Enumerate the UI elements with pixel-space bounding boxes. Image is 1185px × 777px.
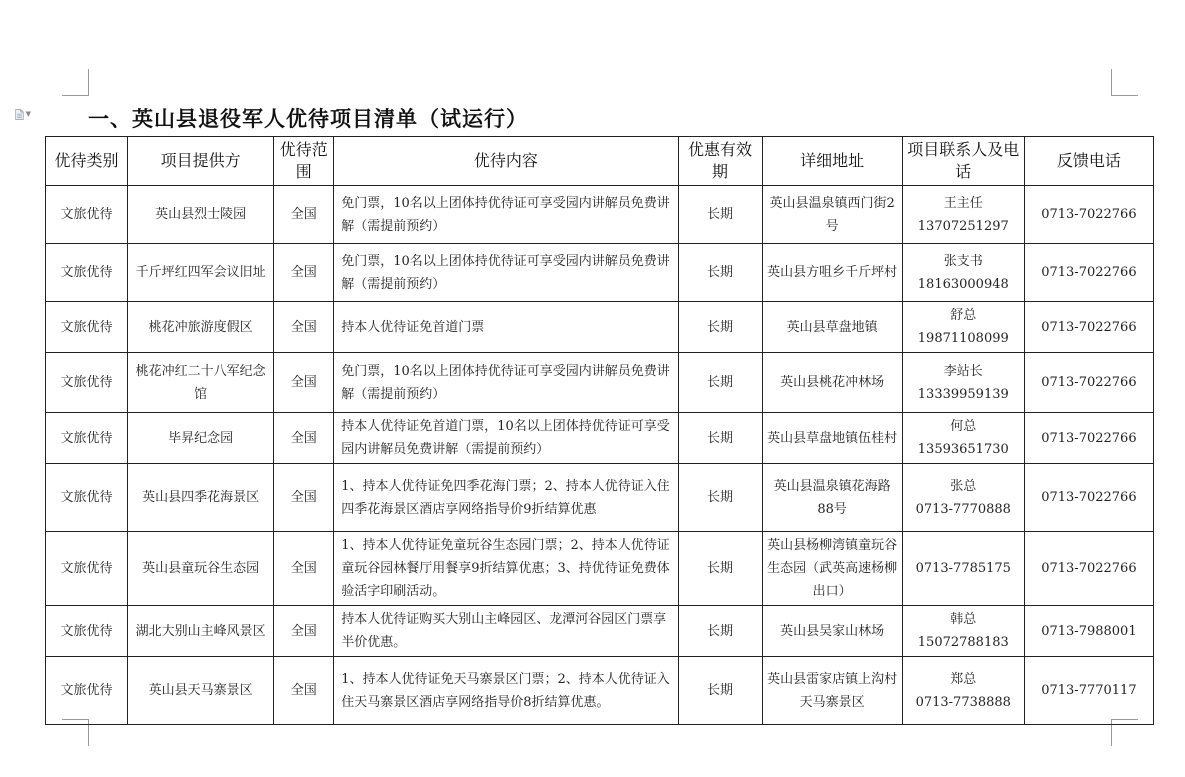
cell-type: 文旅优待 [46,657,128,725]
cell-scope: 全国 [274,606,334,657]
contact-name: 郑总 [950,671,977,687]
cell-address: 英山县杨柳湾镇童玩谷生态园（武英高速杨柳出口） [762,532,902,606]
cell-contact [902,186,1024,244]
cell-contact [902,244,1024,302]
cell-content: 持本人优待证购买大别山主峰园区、龙潭河谷园区门票享半价优惠。 [334,606,678,657]
cell-address: 英山县桃花冲林场 [762,353,902,413]
cell-validity: 长期 [678,244,762,302]
cell-validity: 长期 [678,186,762,244]
header-validity: 优惠有效期 [678,137,762,186]
crop-mark-top-right [1111,69,1138,96]
table-row [46,657,1154,725]
contact-name: 何总 [950,419,977,434]
cell-feedback-phone: 0713-7022766 [1024,464,1153,532]
cell-feedback-phone: 0713-7770117 [1024,657,1153,725]
table-row [46,532,1154,606]
cell-content: 免门票，10名以上团体持优待证可享受园内讲解员免费讲解（需提前预约） [334,353,678,413]
cell-address: 英山县草盘地镇伍桂村 [762,413,902,464]
cell-feedback-phone: 0713-7022766 [1024,532,1153,606]
table-row [46,353,1154,413]
cell-provider: 千斤坪红四军会议旧址 [128,244,274,302]
benefits-table [45,136,1154,725]
cell-scope: 全国 [274,464,334,532]
cell-feedback-phone: 0713-7022766 [1024,302,1153,353]
cell-content: 持本人优待证免首道门票 [334,302,678,353]
cell-validity: 长期 [678,302,762,353]
cell-scope: 全国 [274,302,334,353]
cell-type: 文旅优待 [46,464,128,532]
cell-content: 1、持本人优待证免天马寨景区门票；2、持本人优待证入住天马寨景区酒店享网络指导价8折结算优惠。 [334,657,678,725]
cell-content: 1、持本人优待证免四季花海门票；2、持本人优待证入住四季花海景区酒店享网络指导价9折结算优惠 [334,464,678,532]
document-title: 一、英山县退役军人优待项目清单（试运行） [88,107,528,131]
header-feedback-phone: 反馈电话 [1024,137,1153,186]
cell-contact [902,353,1024,413]
cell-scope: 全国 [274,353,334,413]
cell-provider: 湖北大别山主峰风景区 [128,606,274,657]
contact-phone: 0713-7785175 [915,561,1011,576]
header-contact: 项目联系人及电话 [902,137,1024,186]
cell-contact [902,657,1024,725]
contact-phone: 18163000948 [917,276,1009,292]
cell-address: 英山县雷家店镇上沟村天马寨景区 [762,657,902,725]
cell-feedback-phone: 0713-7022766 [1024,244,1153,302]
cell-validity: 长期 [678,353,762,413]
chevron-down-icon: ▼ [25,110,31,118]
cell-address: 英山县吴家山林场 [762,606,902,657]
cell-feedback-phone: 0713-7022766 [1024,353,1153,413]
contact-phone: 19871108099 [917,331,1009,346]
contact-phone: 0713-7770888 [915,501,1011,517]
cell-contact [902,606,1024,657]
cell-type: 文旅优待 [46,413,128,464]
table-row [46,302,1154,353]
header-address: 详细地址 [762,137,902,186]
cell-scope: 全国 [274,657,334,725]
cell-provider: 毕昇纪念园 [128,413,274,464]
table-row [46,244,1154,302]
cell-feedback-phone: 0713-7988001 [1024,606,1153,657]
table-row [46,413,1154,464]
contact-name: 张支书 [943,253,983,269]
cell-provider: 桃花冲旅游度假区 [128,302,274,353]
contact-phone: 15072788183 [917,635,1009,650]
cell-provider: 桃花冲红二十八军纪念馆 [128,353,274,413]
table-row [46,464,1154,532]
header-content: 优待内容 [334,137,678,186]
contact-name: 舒总 [950,308,977,323]
table-row [46,606,1154,657]
crop-mark-top-left [62,69,89,96]
cell-type: 文旅优待 [46,353,128,413]
contact-name: 李站长 [943,363,983,379]
cell-scope: 全国 [274,532,334,606]
cell-validity: 长期 [678,657,762,725]
cell-content: 免门票，10名以上团体持优待证可享受园内讲解员免费讲解（需提前预约） [334,244,678,302]
cell-address: 英山县温泉镇花海路88号 [762,464,902,532]
header-type: 优待类别 [46,137,128,186]
contact-phone: 0713-7738888 [915,694,1011,710]
header-scope: 优待范围 [274,137,334,186]
cell-feedback-phone: 0713-7022766 [1024,413,1153,464]
contact-phone: 13339959139 [917,386,1009,402]
document-icon [15,107,24,122]
cell-provider: 英山县童玩谷生态园 [128,532,274,606]
cell-validity: 长期 [678,532,762,606]
cell-provider: 英山县烈士陵园 [128,186,274,244]
cell-validity: 长期 [678,464,762,532]
cell-content: 免门票，10名以上团体持优待证可享受园内讲解员免费讲解（需提前预约） [334,186,678,244]
cell-validity: 长期 [678,413,762,464]
cell-type: 文旅优待 [46,302,128,353]
cell-scope: 全国 [274,413,334,464]
cell-type: 文旅优待 [46,606,128,657]
cell-content: 1、持本人优待证免童玩谷生态园门票；2、持本人优待证童玩谷园林餐厅用餐享9折结算优惠；3、持优待证免费体验活字印刷活动。 [334,532,678,606]
cell-address: 英山县温泉镇西门街2号 [762,186,902,244]
paragraph-style-icon[interactable] [15,106,31,122]
cell-type: 文旅优待 [46,244,128,302]
cell-contact [902,413,1024,464]
cell-content: 持本人优待证免首道门票，10名以上团体持优待证可享受园内讲解员免费讲解（需提前预约） [334,413,678,464]
contact-name: 韩总 [950,612,977,627]
cell-provider: 英山县四季花海景区 [128,464,274,532]
cell-scope: 全国 [274,186,334,244]
cell-provider: 英山县天马寨景区 [128,657,274,725]
cell-validity: 长期 [678,606,762,657]
cell-feedback-phone: 0713-7022766 [1024,186,1153,244]
cell-contact [902,532,1024,606]
cell-scope: 全国 [274,244,334,302]
cell-type: 文旅优待 [46,186,128,244]
cell-contact [902,302,1024,353]
header-provider: 项目提供方 [128,137,274,186]
cell-type: 文旅优待 [46,532,128,606]
cell-contact [902,464,1024,532]
contact-phone: 13707251297 [917,218,1009,234]
contact-name: 张总 [950,478,977,494]
contact-name: 王主任 [943,195,983,211]
table-header-row [46,137,1154,186]
cell-address: 英山县方咀乡千斤坪村 [762,244,902,302]
cell-address: 英山县草盘地镇 [762,302,902,353]
table-row [46,186,1154,244]
contact-phone: 13593651730 [917,442,1009,457]
